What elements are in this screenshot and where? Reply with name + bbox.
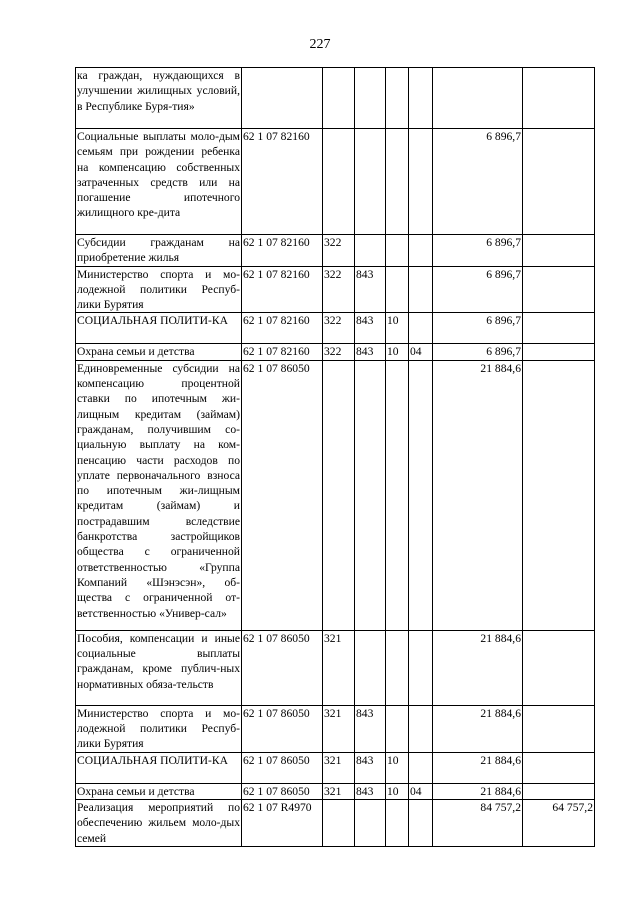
row-sum1: 21 884,6 — [433, 630, 523, 705]
row-gr — [355, 68, 386, 129]
row-pr — [409, 360, 433, 630]
row-rz — [386, 705, 409, 752]
row-sum1: 6 896,7 — [433, 313, 523, 344]
row-code: 62 1 07 82160 — [242, 266, 323, 313]
row-sum2: 64 757,2 — [523, 799, 595, 846]
row-sum2 — [523, 344, 595, 360]
row-rz — [386, 235, 409, 267]
row-name: ка граждан, нуждающихся в улучшении жилищных условий, в Республике Буря-тия» — [76, 68, 242, 129]
row-pr — [409, 752, 433, 783]
row-vr — [323, 360, 355, 630]
row-name: Единовременные субсидии на компенсацию процентной ставки по ипотечным жи-лищным кредитам (займам) гражданам, получившим со-циальную выплату на ком-пенсацию части расходов по уплате первоначального взноса по ипотечным жи-лищным кредитам (займам) и пострадавшим вследствие банкротства застройщиков общества с ограниченной ответственностью «Группа Компаний «Шэнэсэн», об-щества с ограниченной от-ветственностью «Универ-сал» — [76, 360, 242, 630]
table-row — [76, 705, 595, 752]
row-pr: 04 — [409, 344, 433, 360]
row-pr — [409, 266, 433, 313]
row-sum2 — [523, 752, 595, 783]
row-gr: 843 — [355, 266, 386, 313]
row-pr: 04 — [409, 783, 433, 799]
row-rz — [386, 266, 409, 313]
table-row — [76, 129, 595, 235]
row-sum1: 21 884,6 — [433, 752, 523, 783]
row-pr — [409, 235, 433, 267]
row-sum2 — [523, 313, 595, 344]
row-rz: 10 — [386, 783, 409, 799]
row-vr: 321 — [323, 783, 355, 799]
row-gr: 843 — [355, 313, 386, 344]
row-rz — [386, 129, 409, 235]
row-code: 62 1 07 82160 — [242, 344, 323, 360]
table-row — [76, 360, 595, 630]
row-vr: 322 — [323, 235, 355, 267]
row-sum1: 21 884,6 — [433, 783, 523, 799]
row-sum1: 6 896,7 — [433, 235, 523, 267]
table-row — [76, 344, 595, 360]
row-sum1: 6 896,7 — [433, 344, 523, 360]
row-code: 62 1 07 86050 — [242, 752, 323, 783]
row-code: 62 1 07 R4970 — [242, 799, 323, 846]
row-name: Министерство спорта и мо-лодежной политики Респуб-лики Бурятия — [77, 267, 240, 312]
row-gr — [355, 235, 386, 267]
table-row — [76, 235, 595, 267]
row-name: Охрана семьи и детства — [76, 783, 242, 799]
table-row — [76, 313, 595, 344]
row-gr: 843 — [355, 783, 386, 799]
row-vr: 321 — [323, 630, 355, 705]
table-row — [76, 630, 595, 705]
row-gr: 843 — [355, 344, 386, 360]
row-rz — [386, 630, 409, 705]
row-code: 62 1 07 86050 — [242, 705, 323, 752]
row-vr — [323, 68, 355, 129]
row-sum1: 21 884,6 — [433, 705, 523, 752]
row-gr: 843 — [355, 705, 386, 752]
row-name: СОЦИАЛЬНАЯ ПОЛИТИ-КА — [76, 752, 242, 783]
row-sum2 — [523, 705, 595, 752]
table-row — [76, 752, 595, 783]
row-name: Министерство спорта и мо-лодежной политики Респуб-лики Бурятия — [77, 706, 240, 751]
row-code — [242, 68, 323, 129]
row-pr — [409, 313, 433, 344]
row-vr — [323, 129, 355, 235]
row-pr — [409, 68, 433, 129]
row-name: Охрана семьи и детства — [76, 344, 242, 360]
row-gr — [355, 129, 386, 235]
budget-table — [75, 67, 595, 847]
row-code: 62 1 07 86050 — [242, 783, 323, 799]
row-sum1: 6 896,7 — [433, 129, 523, 235]
row-sum1 — [433, 68, 523, 129]
row-pr — [409, 630, 433, 705]
row-sum2 — [523, 783, 595, 799]
page-number: 227 — [309, 37, 331, 52]
row-sum1: 84 757,2 — [433, 799, 523, 846]
row-gr: 843 — [355, 752, 386, 783]
row-code: 62 1 07 82160 — [242, 129, 323, 235]
row-code: 62 1 07 86050 — [242, 360, 323, 630]
row-name: Социальные выплаты моло-дым семьям при рождении ребенка на компенсацию собственных затраченных средств или на погашение ипотечного жилищного кре-дита — [76, 129, 242, 235]
row-code: 62 1 07 82160 — [242, 313, 323, 344]
row-sum2 — [523, 630, 595, 705]
row-sum1: 21 884,6 — [433, 360, 523, 630]
row-vr: 322 — [323, 344, 355, 360]
row-name: Пособия, компенсации и иные социальные выплаты гражданам, кроме публич-ных нормативных обяза-тельств — [76, 630, 242, 705]
table-row — [76, 68, 595, 129]
row-vr: 321 — [323, 705, 355, 752]
row-sum1: 6 896,7 — [433, 266, 523, 313]
row-gr — [355, 799, 386, 846]
row-name: Субсидии гражданам на приобретение жилья — [77, 236, 240, 265]
row-rz — [386, 360, 409, 630]
row-vr — [323, 799, 355, 846]
table-row — [76, 799, 595, 846]
row-name: Реализация мероприятий по обеспечению жильем моло-дых семей — [77, 800, 240, 845]
row-rz — [386, 68, 409, 129]
row-vr: 322 — [323, 266, 355, 313]
row-name: СОЦИАЛЬНАЯ ПОЛИТИ-КА — [76, 313, 242, 344]
table-row — [76, 266, 595, 313]
row-rz: 10 — [386, 752, 409, 783]
row-rz: 10 — [386, 313, 409, 344]
row-sum2 — [523, 68, 595, 129]
row-rz — [386, 799, 409, 846]
row-pr — [409, 129, 433, 235]
row-rz: 10 — [386, 344, 409, 360]
table-row — [76, 783, 595, 799]
row-sum2 — [523, 129, 595, 235]
row-code: 62 1 07 86050 — [242, 630, 323, 705]
row-gr — [355, 360, 386, 630]
row-sum2 — [523, 235, 595, 267]
row-sum2 — [523, 360, 595, 630]
row-sum2 — [523, 266, 595, 313]
row-pr — [409, 705, 433, 752]
row-code: 62 1 07 82160 — [242, 235, 323, 267]
row-gr — [355, 630, 386, 705]
row-vr: 321 — [323, 752, 355, 783]
row-vr: 322 — [323, 313, 355, 344]
row-pr — [409, 799, 433, 846]
